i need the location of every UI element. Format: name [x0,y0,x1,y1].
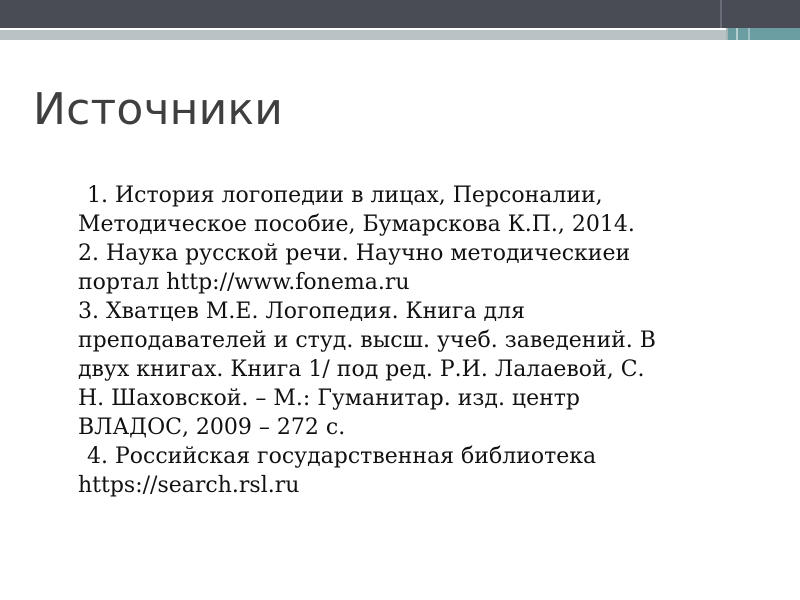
corner-accent [700,0,800,40]
reference-item-3 [78,297,728,442]
reference-line: 2. Наука русской речи. Научно методическиеи [78,241,631,266]
top-bar [0,0,800,28]
reference-item-4 [78,442,728,500]
reference-line: 3. Хватцев М.Е. Логопедия. Книга для [78,299,525,324]
reference-line: https://search.rsl.ru [78,473,300,498]
reference-line: Н. Шаховской. – М.: Гуманитар. изд. центр [78,386,581,411]
reference-item-1 [78,181,728,239]
reference-line: портал http://www.fonema.ru [78,270,410,295]
reference-line: двух книгах. Книга 1/ под ред. Р.И. Лалаевой, С. [78,357,645,382]
corner-accent-stripe [726,28,728,40]
corner-accent-line [720,0,722,28]
corner-accent-block [728,28,800,40]
slide-title: Источники [33,84,283,135]
reference-line: Методическое пособие, Бумарскова К.П., 2014. [78,212,635,237]
reference-line: 1. История логопедии в лицах, Персоналии, [87,183,603,208]
reference-line: преподавателей и студ. высш. учеб. заведений. В [78,328,656,353]
corner-accent-stripe [748,28,750,40]
reference-line: ВЛАДОС, 2009 – 272 с. [78,415,346,440]
reference-line: 4. Российская государственная библиотека [87,444,597,469]
reference-list [78,181,728,500]
corner-accent-stripe [736,28,738,40]
reference-item-2 [78,239,728,297]
top-strip [0,30,800,40]
